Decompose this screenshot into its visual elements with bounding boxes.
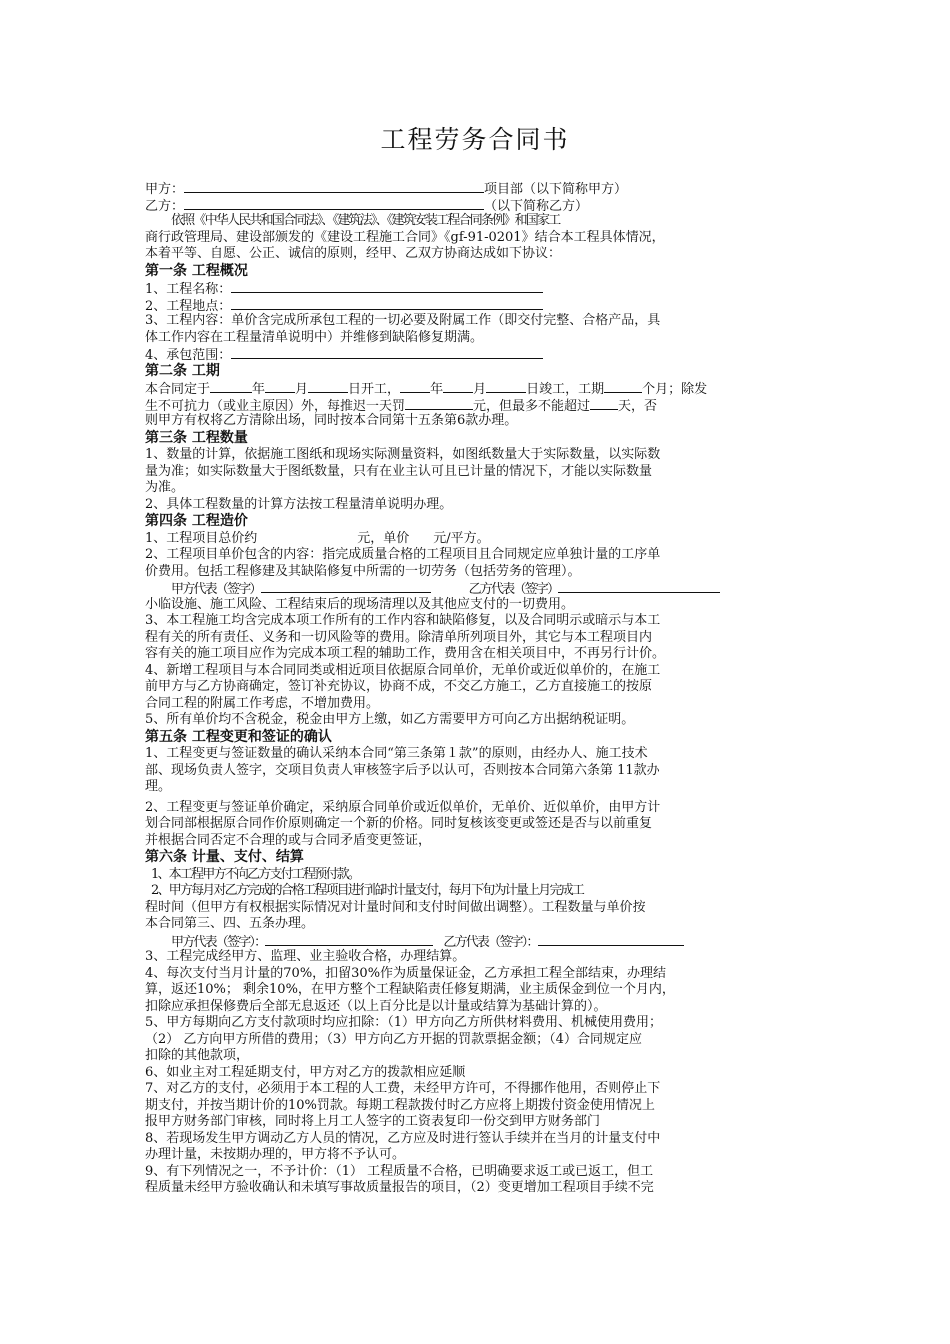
- clause-line: 3、本工程施工均含完成本项工作所有的工作内容和缺陷修复，以及合同明示或暗示与本工: [145, 613, 661, 628]
- signature-blank: [265, 933, 433, 946]
- clause-line: 则甲方有权将乙方清除出场，同时按本合同第十五条第6款办理。: [145, 413, 518, 428]
- clause-line: 4、每次支付当月计量的70%，扣留30%作为质量保证金，乙方承担工程全部结束，办理结: [145, 965, 667, 981]
- clause-line: 6、如业主对工程延期支付，甲方对乙方的拨款相应延顺: [145, 1064, 466, 1080]
- clause-line: 4、新增工程项目与本合同同类或相近项目依据原合同单价，无单价或近似单价的，在施工: [145, 662, 661, 678]
- party-b-blank: [184, 197, 484, 210]
- section-heading: 第二条 工期: [145, 362, 220, 379]
- clause-line: 3、工程内容：单价含完成所承包工程的一切必要及附属工作（即交付完整、合格产品，具: [145, 313, 661, 328]
- section-heading: 第一条 工程概况: [145, 262, 248, 279]
- section-heading: 第五条 工程变更和签证的确认: [145, 728, 332, 745]
- clause-line: 程质量未经甲方验收确认和未填写事故质量报告的项目，（2）变更增加工程项目手续不完: [145, 1180, 654, 1195]
- clause-line: 2、工程项目单价包含的内容：指完成质量合格的工程项目且合同规定应单独计量的工序单: [145, 547, 661, 562]
- signature-blank: [261, 580, 431, 593]
- clause-line: 2、工程变更与签证单价确定，采纳原合同单价或近似单价，无单价、近似单价，由甲方计: [145, 799, 661, 815]
- clause-line: 并根据合同否定不合理的或与合同矛盾变更签证，: [145, 832, 432, 848]
- contract-body: [145, 180, 813, 1197]
- signature-blank: [538, 933, 684, 946]
- clause-line: 生不可抗力（或业主原因）外，每推迟一天罚 元，但最多不能超过 天，否: [145, 398, 658, 414]
- party-b-line: 乙方： （以下简称乙方）: [145, 198, 589, 214]
- clause-line: 5、甲方每期向乙方支付款项时均应扣除：（1）甲方向乙方所供材料费用、机械使用费用；: [145, 1015, 663, 1030]
- clause-line: 1、工程变更与签证数量的确认采纳本合同“第三条第１款”的原则，由经办人、施工技术: [145, 746, 648, 761]
- clause-line: 7、对乙方的支付，必须用于本工程的人工费，未经甲方许可，不得挪作他用，否则停止下: [145, 1081, 661, 1096]
- clause-line: 部、现场负责人签字，交项目负责人审核签字后予以认可，否则按本合同第六条第 11款办: [145, 762, 660, 778]
- blank-field: [231, 280, 543, 293]
- clause-line: 容有关的施工项目应作为完成本项工程的辅助工作，费用含在相关项目中，不再另行计价。: [145, 646, 666, 661]
- signature-blank: [558, 580, 720, 593]
- clause-line: 3、工程完成经甲方、监理、业主验收合格，办理结算。: [145, 949, 466, 964]
- clause-line: 小临设施、施工风险、工程结束后的现场清理以及其他应支付的一切费用。: [145, 596, 575, 612]
- clause-line: 8、若现场发生甲方调动乙方人员的情况，乙方应及时进行签认手续并在当月的计量支付中: [145, 1130, 661, 1146]
- clause-line: 1、本工程甲方不向乙方支付工程预付款。: [151, 866, 360, 882]
- preamble-line: 本着平等、自愿、公正、诚信的原则，经甲、乙双方协商达成如下协议：: [145, 246, 562, 261]
- clause-line: 扣除的其他款项，: [145, 1048, 250, 1063]
- clause-line: 5、所有单价均不含税金，税金由甲方上缴，如乙方需要甲方可向乙方出据纳税证明。: [145, 712, 635, 727]
- clause-line: 本合同第三、四、五条办理。: [145, 916, 315, 931]
- clause-line: 1、工程名称：: [145, 280, 813, 297]
- party-a-line: 甲方： 项目部（以下简称甲方）: [145, 182, 628, 197]
- clause-line: 价费用。包括工程修建及其缺陷修复中所需的一切劳务（包括劳务的管理）。: [145, 563, 581, 579]
- clause-line: 期支付，并按当期计价的10%罚款。每期工程款拨付时乙方应将上期拨付资金使用情况上: [145, 1097, 655, 1113]
- preamble-line: 依照《中华人民共和国合同法》、《建筑法》、《建筑安装工程合同条例》和国家工: [171, 213, 560, 228]
- blank-field: [231, 346, 543, 359]
- blank-field: [231, 297, 543, 310]
- clause-line: 9、有下列情况之一，不予计价：（1） 工程质量不合格，已明确要求返工或已返工，但工: [145, 1163, 654, 1179]
- clause-line: 合同工程的附属工作考虑，不增加费用。: [145, 695, 380, 711]
- document-title: 工程劳务合同书: [380, 125, 570, 154]
- section-heading: 第六条 计量、支付、结算: [145, 849, 304, 865]
- clause-line: 报甲方财务部门审核，同时将上月工人签字的工资表复印一份交到甲方财务部门: [145, 1114, 601, 1129]
- clause-line: 扣除应承担保修费后全部无息返还（以上百分比是以计量或结算为基础计算的）。: [145, 998, 607, 1014]
- clause-line: 理。: [145, 779, 172, 794]
- preamble-line: 商行政管理局、建设部颁发的《建设工程施工合同》《gf-91-0201》结合本工程具体情况，: [145, 229, 665, 245]
- clause-line: 本合同定于 年 月 日开工， 年 月 日竣工，工期 个月；除发: [145, 382, 708, 397]
- clause-line: 划合同部根据原合同作价原则确定一个新的价格。同时复核该变更或签还是否与以前重复: [145, 816, 653, 831]
- clause-line: 量为准；如实际数量大于图纸数量，只有在业主认可且已计量的情况下，才能以实际数量: [145, 463, 653, 479]
- section-heading: 第三条 工程数量: [145, 429, 248, 446]
- clause-line: 办理计量，未按期办理的，甲方将不予认可。: [145, 1147, 406, 1162]
- clause-line: 为准。: [145, 480, 185, 495]
- clause-line: 4、承包范围：: [145, 346, 813, 363]
- clause-line: 2、具体工程数量的计算方法按工程量清单说明办理。: [145, 496, 453, 512]
- clause-line: 程有关的所有责任、义务和一切风险等的费用。除清单所列项目外，其它与本工程项目内: [145, 629, 653, 645]
- section-heading: 第四条 工程造价: [145, 513, 248, 529]
- clause-line: 2、甲方每月对乙方完成的合格工程项目进行临时计量支付，每月下旬为计量上月完成工: [151, 883, 584, 898]
- clause-line: （2） 乙方向甲方所借的费用；（3）甲方向乙方开据的罚款票据金额；（4）合同规定应: [145, 1031, 642, 1047]
- signature-line: 甲方代表（签字） 乙方代表（签字）: [145, 580, 813, 597]
- clause-line: 前甲方与乙方协商确定，签订补充协议，协商不成，不交乙方施工，乙方直接施工的按原: [145, 679, 653, 694]
- clause-line: 算，返还10%； 剩余10%，在甲方整个工程缺陷责任修复期满，业主质保金到位一个月内，: [145, 982, 675, 997]
- signature-line: 甲方代表（签字）： 乙方代表（签字）：: [145, 933, 813, 950]
- clause-line: 1、工程项目总价约 元，单价 元/平方。: [145, 530, 490, 546]
- party-a-blank: [184, 180, 484, 193]
- clause-line: 2、工程地点：: [145, 297, 813, 314]
- clause-line: 1、数量的计算，依据施工图纸和现场实际测量资料，如图纸数量大于实际数量，以实际数: [145, 447, 661, 462]
- clause-line: 体工作内容在工程量清单说明中）并维修到缺陷修复期满。: [145, 329, 484, 345]
- clause-line: 程时间（但甲方有权根据实际情况对计量时间和支付时间做出调整）。工程数量与单价按: [145, 899, 646, 915]
